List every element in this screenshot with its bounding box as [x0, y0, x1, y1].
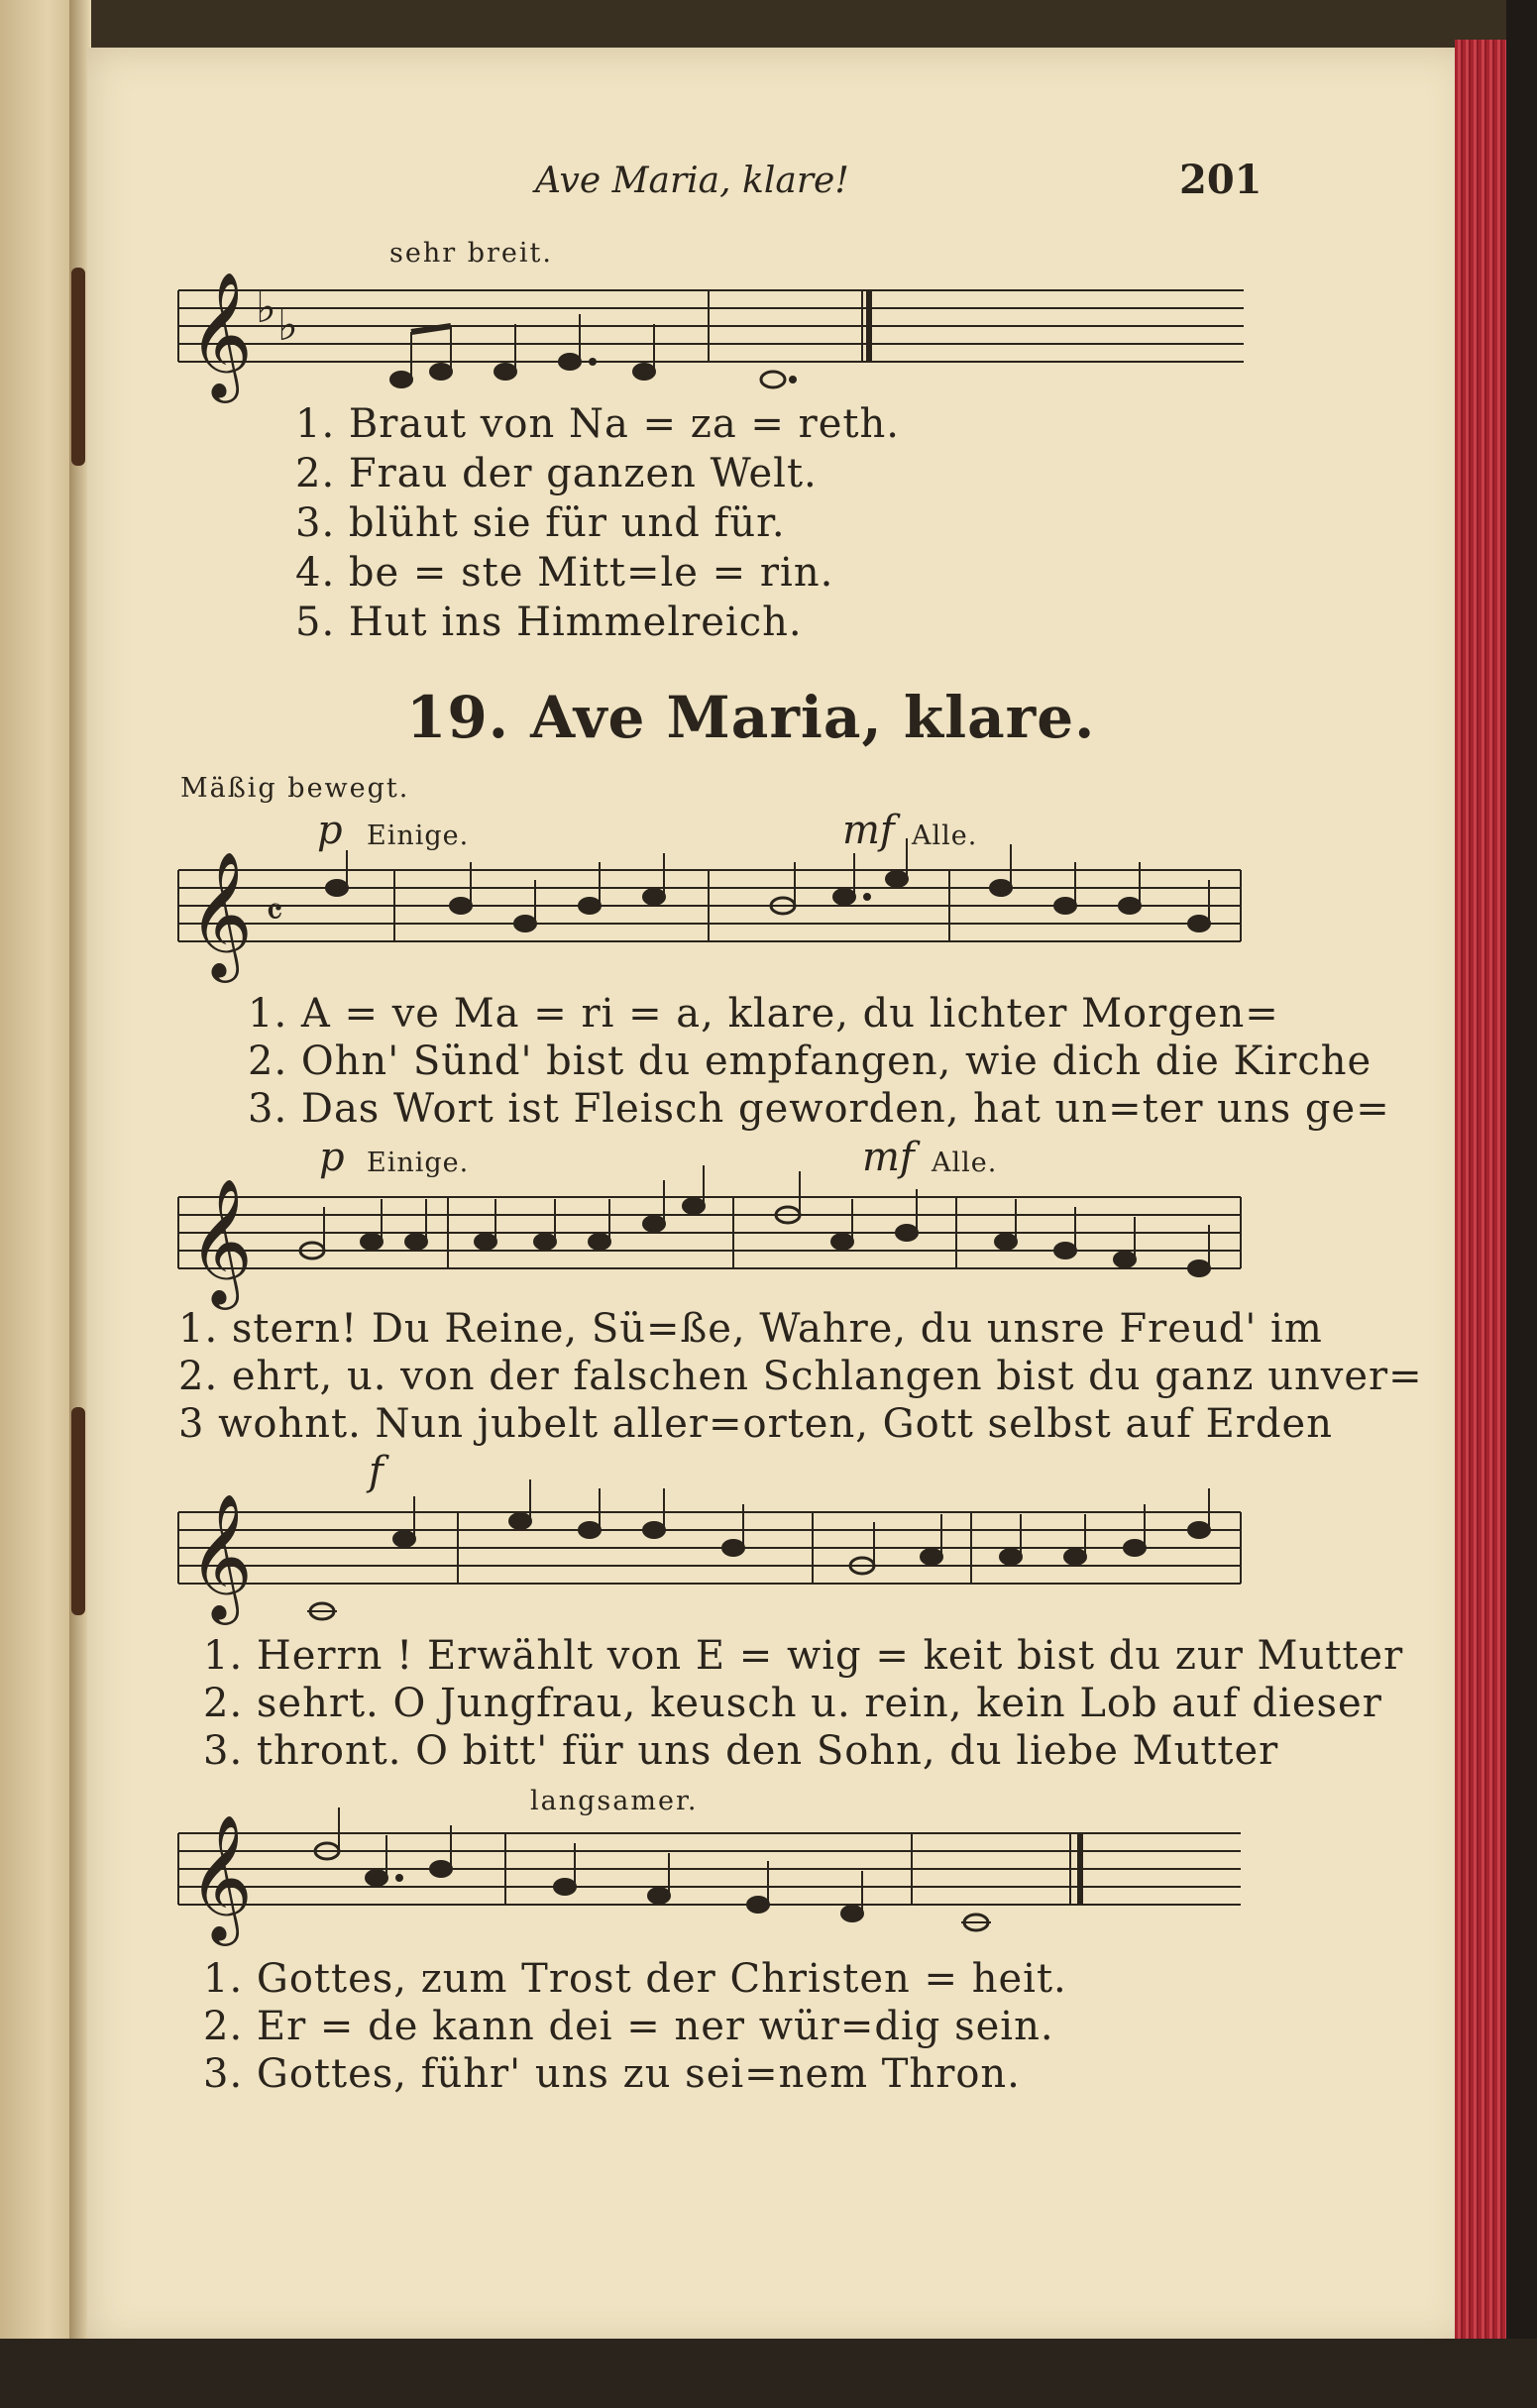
- common-time-icon: 𝄴: [266, 890, 283, 935]
- page-number: 201: [1179, 157, 1263, 203]
- treble-clef-icon: 𝄞: [188, 271, 254, 397]
- tempo-marking: sehr breit.: [389, 238, 553, 269]
- voices-label: Alle.: [932, 1148, 998, 1178]
- treble-clef-icon: 𝄞: [188, 1492, 254, 1619]
- dynamic-marking: mf: [842, 808, 895, 853]
- verse-line-3: 3. blüht sie für und für.: [295, 500, 786, 546]
- book-cover-right: [1506, 0, 1537, 2408]
- verse-line-5: 5. Hut ins Himmelreich.: [295, 600, 803, 645]
- verse-line-1: 1. stern! Du Reine, Sü=ße, Wahre, du unsre Freud' im: [178, 1306, 1323, 1352]
- dynamic-marking: mf: [862, 1135, 915, 1180]
- verse-line-4: 4. be = ste Mitt=le = rin.: [295, 550, 834, 596]
- treble-clef-icon: 𝄞: [188, 1813, 254, 1940]
- verse-line-2: 2. Ohn' Sünd' bist du empfangen, wie dich die Kirche: [248, 1039, 1372, 1084]
- verse-line-1: 1. Herrn ! Erwählt von E = wig = keit bist du zur Mutter: [203, 1633, 1404, 1679]
- tempo-marking: Mäßig bewegt.: [180, 773, 410, 804]
- dynamic-marking: p: [317, 808, 343, 853]
- red-page-edges: [1455, 40, 1509, 2358]
- music-staff: [178, 1494, 1249, 1643]
- verse-line-1: 1. Gottes, zum Trost der Christen = heit.: [203, 1956, 1067, 2002]
- tempo-marking: langsamer.: [530, 1786, 699, 1816]
- music-staff: [178, 850, 1249, 999]
- flat-icon: ♭: [277, 300, 298, 351]
- verse-line-1: 1. Braut von Na = za = reth.: [295, 401, 900, 447]
- verse-line-3: 3 wohnt. Nun jubelt aller=orten, Gott selbst auf Erden: [178, 1401, 1333, 1447]
- verse-line-2: 2. sehrt. O Jungfrau, keusch u. rein, kein Lob auf dieser: [203, 1681, 1382, 1726]
- verse-line-2: 2. ehrt, u. von der falschen Schlangen bist du ganz unver=: [178, 1354, 1423, 1399]
- voices-label: Alle.: [912, 821, 978, 851]
- verse-line-1: 1. A = ve Ma = ri = a, klare, du lichter Morgen=: [248, 991, 1279, 1037]
- verse-line-3: 3. Das Wort ist Fleisch geworden, hat un=ter uns ge=: [248, 1086, 1390, 1132]
- verse-line-2: 2. Frau der ganzen Welt.: [295, 451, 818, 496]
- dynamic-marking: p: [319, 1135, 345, 1180]
- treble-clef-icon: 𝄞: [188, 850, 254, 977]
- binding-thread: [71, 268, 85, 466]
- music-staff: [178, 263, 1249, 411]
- book-cover-bottom: [0, 2339, 1537, 2408]
- dynamic-marking: f: [369, 1449, 384, 1494]
- binding-thread: [71, 1407, 85, 1615]
- verse-line-3: 3. Gottes, führ' uns zu sei=nem Thron.: [203, 2051, 1021, 2097]
- left-page-edge: [0, 0, 79, 2408]
- voices-label: Einige.: [367, 821, 470, 851]
- music-staff: [178, 1177, 1249, 1326]
- verse-line-3: 3. thront. O bitt' für uns den Sohn, du liebe Mutter: [203, 1728, 1279, 1774]
- song-title: 19. Ave Maria, klare.: [406, 684, 1096, 751]
- voices-label: Einige.: [367, 1148, 470, 1178]
- running-head: Ave Maria, klare!: [535, 161, 849, 201]
- treble-clef-icon: 𝄞: [188, 1177, 254, 1304]
- flat-icon: ♭: [256, 282, 276, 333]
- music-staff: [178, 1813, 1249, 1962]
- verse-line-2: 2. Er = de kann dei = ner wür=dig sein.: [203, 2004, 1054, 2049]
